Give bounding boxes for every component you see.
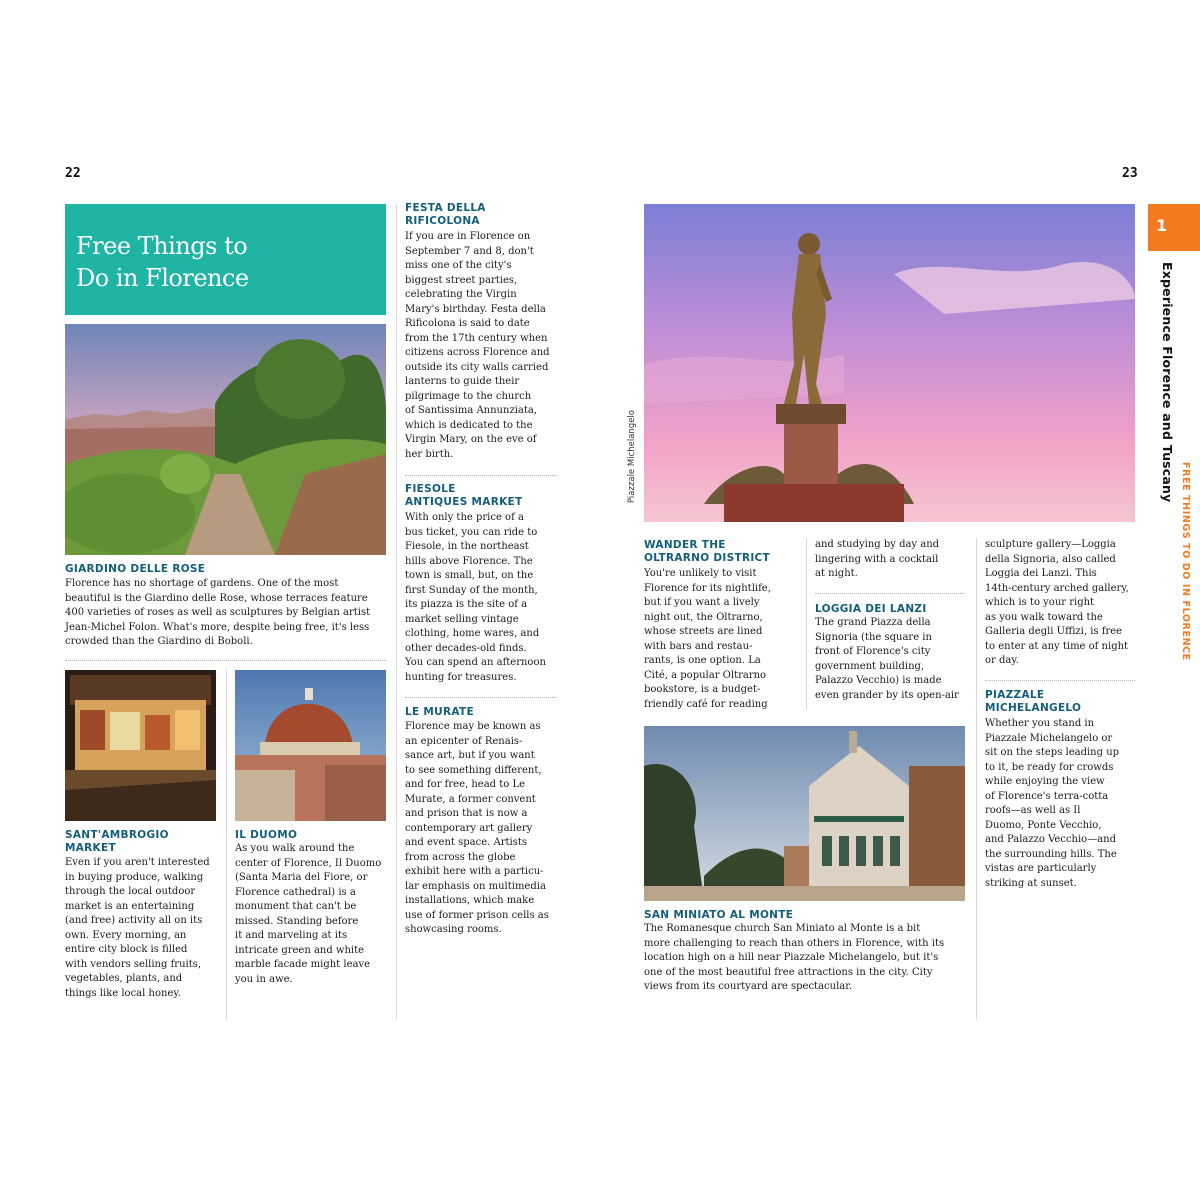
text-line: other decades-old finds. (405, 642, 527, 654)
text-line: more challenging to reach than others in Florence, with its (644, 937, 945, 949)
text-line: biggest street parties, (405, 274, 518, 286)
piazzale-heading (985, 689, 1081, 715)
text-line: town is small, but, on the (405, 570, 534, 581)
text-line: to it, be ready for crowds (985, 761, 1114, 773)
text-line: If you are in Florence on (405, 231, 531, 242)
text-line: as you walk toward the (985, 611, 1103, 623)
loggia-continued-text (985, 538, 1145, 669)
text-line: own. Every morning, an (65, 929, 187, 941)
text-line: sance art, but if you want (405, 750, 535, 761)
text-line: center of Florence, Il Duomo (235, 857, 382, 869)
text-line: installations, which make (405, 895, 535, 906)
text-line: but if you want a lively (644, 597, 760, 608)
text-line: from across the globe (405, 851, 516, 863)
text-line: Fiesole, in the northeast (405, 541, 529, 552)
text-line: vegetables, plants, and (65, 973, 183, 984)
column-rule (976, 538, 977, 1020)
text-line: and Palazzo Vecchio—and (985, 834, 1117, 845)
text-line: September 7 and 8, don't (405, 245, 534, 257)
text-line: and prison that is now a (405, 808, 528, 819)
text-line: celebrating the Virgin (405, 289, 517, 300)
heading-line: FESTA DELLA (405, 202, 486, 214)
text-line: sculpture gallery—Loggia (985, 539, 1116, 550)
heading-line: RIFICOLONA (405, 215, 480, 227)
garden-photo (65, 324, 386, 555)
text-line: you in awe. (235, 973, 293, 985)
text-line: things like local honey. (65, 987, 181, 999)
text-line: The grand Piazza della (815, 617, 931, 628)
text-line: her birth. (405, 448, 454, 460)
text-line: Duomo, Ponte Vecchio, (985, 819, 1102, 831)
text-line: clothing, home wares, and (405, 628, 540, 639)
divider (985, 680, 1135, 681)
text-line: government building, (815, 660, 925, 672)
festa-text (405, 230, 560, 462)
text-line: Florence for its nightlife, (644, 582, 771, 594)
murate-heading: LE MURATE (405, 706, 474, 718)
text-line: market is an entertaining (65, 900, 195, 912)
miniato-heading: SAN MINIATO AL MONTE (644, 909, 794, 921)
text-line: lanterns to guide their (405, 376, 520, 387)
text-line: intricate green and white (235, 944, 365, 956)
text-line: through the local outdoor (65, 886, 196, 897)
heading-line: WANDER THE (644, 539, 726, 551)
chapter-title: Experience Florence and Tuscany (1160, 262, 1175, 503)
column-rule (396, 204, 397, 1020)
text-line: Whether you stand in (985, 718, 1095, 729)
text-line: use of former prison cells as (405, 909, 549, 921)
giardino-heading: GIARDINO DELLE ROSE (65, 563, 206, 575)
murate-text (405, 720, 560, 938)
text-line: one of the most beautiful free attractions in the city. City (644, 966, 933, 978)
market-photo (65, 670, 216, 821)
text-line: Mary's birthday. Festa della (405, 303, 546, 315)
title-line-2: Do in Florence (76, 264, 249, 292)
page-number-right: 23 (1122, 166, 1138, 181)
text-line: Cité, a popular Oltrarno (644, 669, 767, 681)
text-line: miss one of the city's (405, 260, 512, 271)
text-line: rants, is one option. La (644, 655, 761, 666)
chapter-side-label (1148, 262, 1200, 662)
text-line: even grander by its open-air (815, 689, 959, 701)
text-line: location high on a hill near Piazzale Michelangelo, but it's (644, 952, 939, 963)
heading-line: MICHELANGELO (985, 702, 1082, 714)
oltrarno-continued-text (815, 538, 975, 582)
giardino-text (65, 577, 387, 650)
text-line: You can spend an afternoon (405, 657, 546, 668)
heading-line: FIESOLE (405, 483, 456, 495)
text-line: its piazza is the site of a (405, 599, 528, 610)
text-line: Florence may be known as (405, 721, 541, 732)
text-line: The Romanesque church San Miniato al Monte is a bit (644, 923, 921, 934)
text-line: Loggia dei Lanzi. This (985, 568, 1097, 579)
text-line: of Florence's terra-cotta (985, 790, 1109, 802)
duomo-text (235, 842, 387, 987)
text-line: Murate, a former convent (405, 793, 536, 805)
text-line: You're unlikely to visit (644, 568, 757, 579)
oltrarno-text (644, 567, 802, 712)
fiesole-heading (405, 483, 522, 509)
text-line: missed. Standing before (235, 915, 359, 927)
text-line: at night. (815, 568, 858, 579)
santambrogio-heading (65, 829, 169, 855)
column-rule (806, 538, 807, 710)
text-line: entire city block is filled (65, 944, 188, 955)
text-line: showcasing rooms. (405, 924, 502, 935)
text-line: with bars and restau- (644, 640, 753, 652)
fiesole-text (405, 511, 560, 685)
text-line: beautiful is the Giardino delle Rose, whose terraces feature (65, 592, 368, 604)
heading-line: SANT'AMBROGIO (65, 829, 169, 841)
text-line: citizens across Florence and (405, 347, 550, 358)
text-line: pilgrimage to the church (405, 390, 532, 402)
text-line: Rificolona is said to date (405, 318, 530, 329)
text-line: hills above Florence. The (405, 555, 533, 567)
duomo-heading: IL DUOMO (235, 829, 298, 841)
text-line: Florence cathedral) is a (235, 886, 356, 898)
divider (65, 660, 387, 661)
text-line: and for free, head to Le (405, 779, 526, 790)
text-line: Virgin Mary, on the eve of (405, 434, 537, 445)
text-line: an epicenter of Renais- (405, 735, 523, 747)
text-line: to enter at any time of night (985, 640, 1129, 652)
text-line: which is dedicated to the (405, 419, 533, 431)
loggia-text (815, 616, 975, 703)
text-line: As you walk around the (235, 843, 355, 854)
text-line: whose streets are lined (644, 626, 763, 637)
festa-heading (405, 202, 486, 228)
text-line: from the 17th century when (405, 332, 548, 344)
text-line: crowded than the Giardino di Boboli. (65, 636, 253, 647)
text-line: it and marveling at its (235, 930, 348, 941)
text-line: vistas are particularly (985, 863, 1097, 874)
text-line: the surrounding hills. The (985, 848, 1117, 860)
title-line-1: Free Things to (76, 232, 248, 260)
duomo-photo (235, 670, 386, 821)
divider (405, 697, 557, 698)
page-number-left: 22 (65, 166, 81, 181)
column-rule (226, 670, 227, 1020)
text-line: in buying produce, walking (65, 871, 204, 883)
divider (815, 593, 965, 594)
text-line: Piazzale Michelangelo or (985, 732, 1113, 744)
oltrarno-heading (644, 539, 770, 565)
text-line: contemporary art gallery (405, 822, 533, 834)
piazzale-text (985, 717, 1145, 891)
statue-photo (644, 204, 1135, 522)
text-line: della Signoria, also called (985, 553, 1116, 565)
text-line: of Santissima Annunziata, (405, 405, 538, 416)
heading-line: OLTRARNO DISTRICT (644, 552, 771, 564)
church-photo (644, 726, 965, 901)
text-line: bookstore, is a budget- (644, 684, 761, 695)
text-line: which is to your right (985, 597, 1095, 608)
text-line: market selling vintage (405, 613, 519, 625)
text-line: front of Florence's city (815, 646, 931, 657)
chapter-number-tab: 1 (1148, 204, 1200, 251)
text-line: first Sunday of the month, (405, 584, 538, 596)
text-line: hunting for treasures. (405, 671, 517, 683)
loggia-heading: LOGGIA DEI LANZI (815, 603, 927, 615)
title-box (65, 204, 386, 315)
miniato-text (644, 922, 974, 995)
text-line: marble facade might leave (235, 959, 371, 970)
text-line: (and free) activity all on its (65, 915, 203, 926)
text-line: striking at sunset. (985, 877, 1077, 889)
heading-line: ANTIQUES MARKET (405, 496, 523, 508)
text-line: Florence has no shortage of gardens. One of the most (65, 578, 339, 589)
text-line: friendly café for reading (644, 698, 768, 710)
santambrogio-text (65, 856, 217, 1001)
text-line: or day. (985, 655, 1019, 666)
text-line: views from its courtyard are spectacular. (644, 981, 853, 992)
text-line: sit on the steps leading up (985, 747, 1120, 758)
text-line: lingering with a cocktail (815, 553, 939, 565)
text-line: bus ticket, you can ride to (405, 526, 538, 538)
section-title: FREE THINGS TO DO IN FLORENCE (1180, 462, 1191, 661)
heading-line: PIAZZALE (985, 689, 1045, 701)
text-line: (Santa Maria del Fiore, or (235, 872, 368, 883)
text-line: exhibit here with a particu- (405, 866, 544, 877)
text-line: Galleria degli Uffizi, is free (985, 626, 1123, 637)
text-line: roofs—as well as Il (985, 805, 1081, 816)
text-line: lar emphasis on multimedia (405, 880, 546, 892)
heading-line: MARKET (65, 842, 116, 854)
text-line: Palazzo Vecchio) is made (815, 675, 942, 686)
text-line: outside its city walls carried (405, 361, 549, 373)
text-line: monument that can't be (235, 901, 357, 912)
photo-caption: Piazzale Michelangelo (627, 410, 637, 504)
text-line: while enjoying the view (985, 776, 1105, 787)
text-line: 14th-century arched gallery, (985, 582, 1129, 594)
text-line: with vendors selling fruits, (65, 958, 202, 970)
text-line: to see something different, (405, 764, 542, 776)
text-line: 400 varieties of roses as well as sculptures by Belgian artist (65, 607, 371, 618)
text-line: and studying by day and (815, 539, 940, 550)
text-line: With only the price of a (405, 512, 524, 523)
text-line: Signoria (the square in (815, 631, 932, 643)
text-line: Even if you aren't interested (65, 857, 210, 868)
text-line: and event space. Artists (405, 837, 527, 848)
divider (405, 475, 557, 476)
text-line: Jean-Michel Folon. What's more, despite being free, it's less (65, 621, 370, 633)
text-line: night out, the Oltrarno, (644, 611, 763, 623)
